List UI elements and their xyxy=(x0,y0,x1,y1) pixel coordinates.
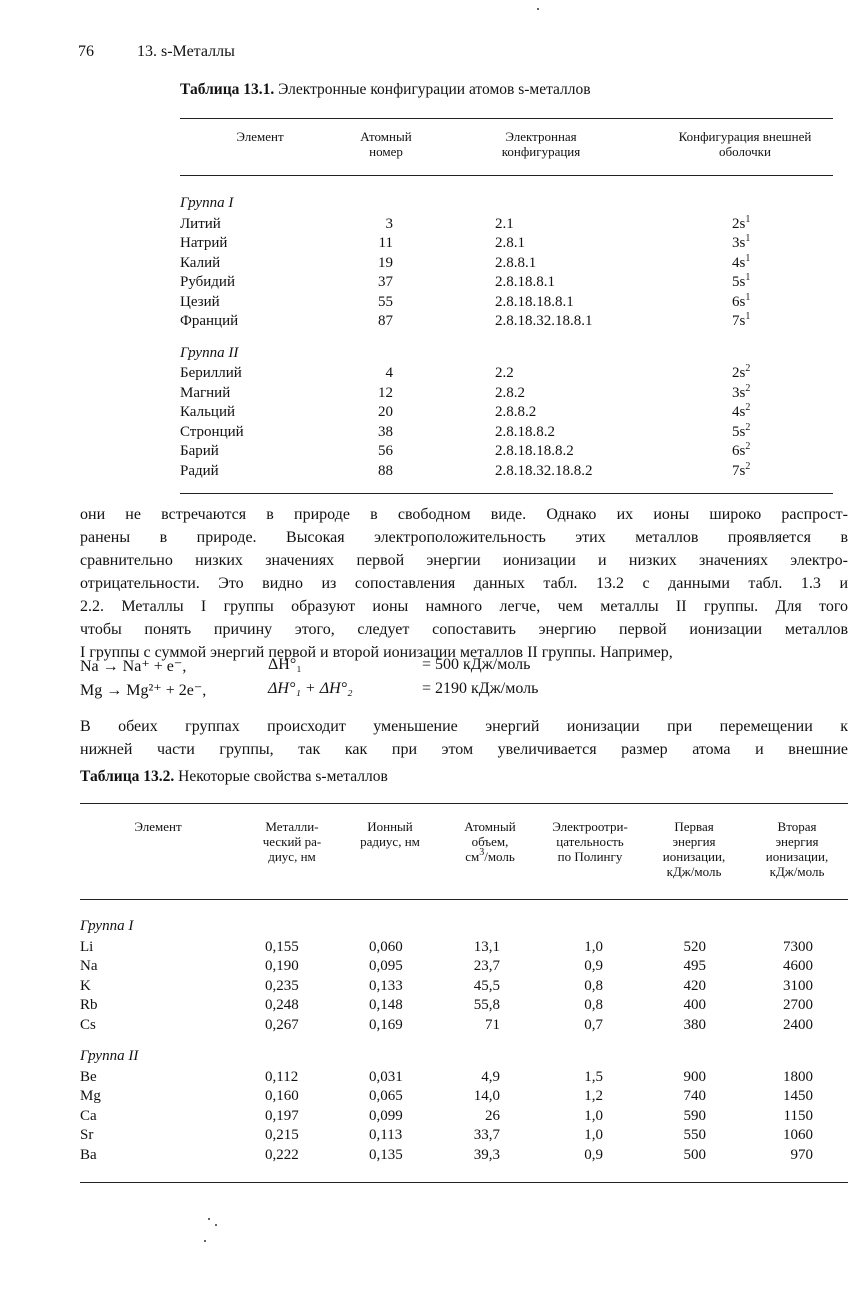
paragraph-1 xyxy=(80,503,848,664)
outer-shell-configuration xyxy=(732,442,750,461)
second-ionization-energy: 970 xyxy=(790,1146,813,1163)
first-ionization-energy: 520 xyxy=(683,938,706,955)
element-symbol: Mg xyxy=(80,1088,101,1104)
outer-shell-configuration xyxy=(732,462,750,481)
electron-count: 2 xyxy=(745,460,751,472)
second-ionization-energy: 4600 xyxy=(783,958,813,974)
outer-shell-configuration xyxy=(732,273,750,292)
electron-configuration: 2.8.18.8.1 xyxy=(495,274,555,290)
outer-shell-configuration xyxy=(732,254,750,273)
ionic-radius: 0,060 xyxy=(369,938,403,955)
metallic-radius: 0,267 xyxy=(265,1016,299,1033)
metallic-radius: 0,215 xyxy=(265,1127,299,1143)
orbital: 4s xyxy=(732,254,746,271)
atomic-number: 88 xyxy=(378,462,393,479)
ionic-radius: 0,135 xyxy=(369,1146,403,1163)
text-line: 2.2. Металлы I группы образуют ионы намного легче, чем металлы II группы. Для того xyxy=(80,598,848,615)
outer-shell-configuration xyxy=(732,234,750,253)
ionic-radius: 0,169 xyxy=(369,1016,403,1033)
orbital: 3s xyxy=(732,384,746,401)
electronegativity: 1,5 xyxy=(584,1068,603,1085)
outer-shell-configuration xyxy=(732,293,750,312)
table-row xyxy=(0,403,861,422)
element-name: Франций xyxy=(180,313,239,329)
atomic-volume: 14,0 xyxy=(473,1088,500,1104)
ionic-radius: 0,031 xyxy=(369,1068,403,1085)
table-row xyxy=(0,423,861,442)
eq2-reaction: Mg → Mg²⁺ + 2e⁻, xyxy=(80,682,207,699)
electron-count: 2 xyxy=(745,421,751,433)
table-row xyxy=(0,977,861,996)
table-row xyxy=(0,1068,861,1087)
electronegativity: 0,9 xyxy=(584,1146,603,1163)
ionic-radius: 0,095 xyxy=(369,958,403,974)
atomic-volume: 13,1 xyxy=(473,938,500,955)
table-row xyxy=(0,462,861,481)
text-line: нижней части группы, так как при этом увеличивается размер атома и внешние xyxy=(80,741,848,758)
first-ionization-energy: 400 xyxy=(683,997,706,1013)
second-ionization-energy: 1450 xyxy=(783,1088,813,1104)
element-symbol: Cs xyxy=(80,1016,96,1033)
atomic-number: 19 xyxy=(378,254,393,271)
column-header: Первая энергия ионизации, кДж/моль xyxy=(662,819,726,879)
first-ionization-energy: 495 xyxy=(683,958,706,974)
element-symbol: Li xyxy=(80,938,94,955)
element-symbol: Ba xyxy=(80,1146,97,1163)
second-ionization-energy: 1150 xyxy=(783,1107,813,1124)
orbital: 5s xyxy=(732,274,746,290)
group-title: Группа II xyxy=(180,344,239,361)
element-name: Барий xyxy=(180,443,219,459)
metallic-radius: 0,197 xyxy=(265,1107,299,1124)
table-row xyxy=(0,312,861,331)
element-name: Бериллий xyxy=(180,365,242,381)
table-row xyxy=(0,957,861,976)
column-header: Атомный номер xyxy=(360,129,412,159)
electronegativity: 1,0 xyxy=(584,1107,603,1124)
table-row xyxy=(0,1016,861,1035)
element-name: Литий xyxy=(180,215,221,232)
second-ionization-energy: 2400 xyxy=(783,1016,813,1033)
atomic-volume: 45,5 xyxy=(473,977,500,994)
element-name: Магний xyxy=(180,384,231,401)
electron-configuration: 2.8.1 xyxy=(495,235,525,251)
atomic-volume: 33,7 xyxy=(473,1127,500,1143)
metallic-radius: 0,190 xyxy=(265,958,299,974)
orbital: 3s xyxy=(732,235,746,251)
table-row xyxy=(0,938,861,957)
electron-configuration: 2.8.18.18.8.1 xyxy=(495,293,574,310)
outer-shell-configuration xyxy=(732,312,750,331)
orbital: 7s xyxy=(732,462,746,479)
eq1-value: = 500 кДж/моль xyxy=(422,656,531,673)
table-row xyxy=(0,384,861,403)
electron-configuration: 2.8.2 xyxy=(495,384,525,401)
atomic-volume: 26 xyxy=(485,1107,500,1124)
column-header: Элемент xyxy=(236,129,284,144)
electron-count: 2 xyxy=(745,363,751,374)
electron-count: 1 xyxy=(745,233,751,244)
element-name: Натрий xyxy=(180,235,228,251)
first-ionization-energy: 380 xyxy=(683,1016,706,1033)
atomic-number: 38 xyxy=(378,423,393,440)
electron-configuration: 2.8.18.32.18.8.2 xyxy=(495,462,593,479)
text-line: В обеих группах происходит уменьшение энергий ионизации при перемещении к xyxy=(80,718,848,735)
table-row xyxy=(0,273,861,292)
outer-shell-configuration xyxy=(732,384,750,403)
outer-shell-configuration xyxy=(732,215,750,234)
table2-top-rule xyxy=(80,803,848,804)
page-number: 76 xyxy=(78,43,94,60)
element-name: Радий xyxy=(180,462,219,479)
table2-caption xyxy=(80,768,388,786)
electron-configuration: 2.8.18.8.2 xyxy=(495,423,555,440)
ionic-radius: 0,099 xyxy=(369,1107,403,1124)
column-header: Электроотри- цательность по Полингу xyxy=(552,819,628,864)
table2-caption-text: Некоторые свойства s-металлов xyxy=(178,768,388,785)
electron-count: 1 xyxy=(745,213,751,225)
electron-count: 1 xyxy=(745,291,751,303)
second-ionization-energy: 2700 xyxy=(783,997,813,1013)
table-row xyxy=(0,1087,861,1106)
orbital: 6s xyxy=(732,293,746,310)
eq1-term: ΔH°₁ xyxy=(268,656,302,673)
first-ionization-energy: 550 xyxy=(683,1127,706,1143)
text-line: чтобы понять причину этого, следует сопоставить энергию первой ионизации металлов xyxy=(80,621,848,638)
atomic-volume: 23,7 xyxy=(473,958,500,974)
element-symbol: Na xyxy=(80,958,98,974)
element-name: Рубидий xyxy=(180,274,235,290)
electronegativity: 0,7 xyxy=(584,1016,603,1033)
element-symbol: Rb xyxy=(80,997,98,1013)
orbital: 2s xyxy=(732,215,746,232)
element-name: Кальций xyxy=(180,404,236,420)
outer-shell-configuration xyxy=(732,364,750,383)
metallic-radius: 0,155 xyxy=(265,938,299,955)
group-title: Группа I xyxy=(180,195,234,211)
electron-count: 1 xyxy=(745,252,751,264)
electron-configuration: 2.8.8.1 xyxy=(495,254,537,271)
group-title: Группа I xyxy=(80,918,134,934)
table-row xyxy=(0,293,861,312)
text-line: сравнительно низких значениях первой энергии ионизации и низких значениях электро- xyxy=(80,552,848,569)
electron-count: 2 xyxy=(745,382,751,394)
first-ionization-energy: 740 xyxy=(683,1088,706,1104)
electron-count: 1 xyxy=(745,272,751,283)
text-line: ранены в природе. Высокая электроположительность этих металлов проявляется в xyxy=(80,529,848,546)
table-row xyxy=(0,996,861,1015)
metallic-radius: 0,235 xyxy=(265,977,299,994)
group-title: Группа II xyxy=(80,1048,139,1064)
ionic-radius: 0,133 xyxy=(369,977,403,994)
column-header: Электронная конфигурация xyxy=(501,129,581,159)
table-row xyxy=(0,1126,861,1145)
running-title: 13. s-Металлы xyxy=(137,43,235,60)
first-ionization-energy: 500 xyxy=(683,1146,706,1163)
atomic-number: 55 xyxy=(378,293,393,310)
electronegativity: 0,8 xyxy=(584,997,603,1013)
atomic-volume: 55,8 xyxy=(473,997,500,1013)
element-name: Калий xyxy=(180,254,221,271)
atomic-volume: 71 xyxy=(485,1016,500,1033)
electron-count: 1 xyxy=(745,311,751,322)
table2-header-rule xyxy=(80,899,848,900)
metallic-radius: 0,248 xyxy=(265,997,299,1013)
eq1-reaction: Na → Na⁺ + e⁻, xyxy=(80,658,187,675)
atomic-number: 87 xyxy=(378,313,393,329)
atomic-number: 11 xyxy=(378,235,393,251)
second-ionization-energy: 7300 xyxy=(783,938,813,955)
atomic-volume: 4,9 xyxy=(481,1068,500,1085)
orbital: 6s xyxy=(732,443,746,459)
text-line: отрицательности. Это видно из сопоставления данных табл. 13.2 с данными табл. 1.3 и xyxy=(80,575,848,592)
atomic-number: 12 xyxy=(378,384,393,401)
first-ionization-energy: 420 xyxy=(683,977,706,994)
atomic-number: 37 xyxy=(378,274,393,290)
first-ionization-energy: 590 xyxy=(683,1107,706,1124)
atomic-volume: 39,3 xyxy=(473,1146,500,1163)
eq2-term: ΔH°₁ + ΔH°₂ xyxy=(268,680,353,697)
ionic-radius: 0,065 xyxy=(369,1088,403,1104)
element-name: Стронций xyxy=(180,423,244,440)
orbital: 5s xyxy=(732,423,746,440)
electronegativity: 1,2 xyxy=(584,1088,603,1104)
ionic-radius: 0,113 xyxy=(369,1127,403,1143)
second-ionization-energy: 3100 xyxy=(783,977,813,994)
table1-header-rule xyxy=(180,175,833,176)
first-ionization-energy: 900 xyxy=(683,1068,706,1085)
table-row xyxy=(0,234,861,253)
table1-caption xyxy=(180,81,591,99)
atomic-number: 20 xyxy=(378,404,393,420)
electron-configuration: 2.2 xyxy=(495,365,514,381)
second-ionization-energy: 1800 xyxy=(783,1068,813,1085)
table2-bottom-rule xyxy=(80,1182,848,1183)
element-symbol: K xyxy=(80,977,91,994)
atomic-number: 4 xyxy=(385,365,393,381)
column-header: Атомный объем, $см^3$/моль xyxy=(464,819,516,864)
text-line: I группы с суммой энергий первой и второй ионизации металлов II группы. Например, xyxy=(80,644,673,661)
electron-count: 2 xyxy=(745,441,751,452)
electron-count: 2 xyxy=(745,402,751,413)
electronegativity: 1,0 xyxy=(584,1127,603,1143)
table1-top-rule xyxy=(180,118,833,119)
scan-speck xyxy=(204,1240,206,1242)
element-name: Цезий xyxy=(180,293,220,310)
electron-configuration: 2.8.8.2 xyxy=(495,404,537,420)
table2-caption-label: Таблица 13.2. xyxy=(80,768,175,785)
table-row xyxy=(0,364,861,383)
second-ionization-energy: 1060 xyxy=(783,1127,813,1143)
electron-configuration: 2.1 xyxy=(495,215,514,232)
table1-bottom-rule xyxy=(180,493,833,494)
element-symbol: Ca xyxy=(80,1107,97,1124)
electronegativity: 1,0 xyxy=(584,938,603,955)
electronegativity: 0,9 xyxy=(584,958,603,974)
ionic-radius: 0,148 xyxy=(369,997,403,1013)
electron-configuration: 2.8.18.18.8.2 xyxy=(495,443,574,459)
element-symbol: Be xyxy=(80,1068,97,1085)
table-row xyxy=(0,215,861,234)
metallic-radius: 0,222 xyxy=(265,1146,299,1163)
text-line: они не встречаются в природе в свободном виде. Однако их ионы широко распрост- xyxy=(80,506,848,523)
outer-shell-configuration xyxy=(732,403,750,422)
table-row xyxy=(0,1146,861,1165)
paragraph-2 xyxy=(80,715,848,761)
column-header: Вторая энергия ионизации, кДж/моль xyxy=(765,819,829,879)
column-header: Конфигурация внешней оболочки xyxy=(678,129,812,159)
eq2-value: = 2190 кДж/моль xyxy=(422,680,539,697)
electron-configuration: 2.8.18.32.18.8.1 xyxy=(495,313,593,329)
scan-speck xyxy=(208,1218,210,1220)
metallic-radius: 0,112 xyxy=(265,1068,299,1085)
table-row xyxy=(0,442,861,461)
column-header: Ионный радиус, нм xyxy=(360,819,420,849)
orbital: 2s xyxy=(732,365,746,381)
metallic-radius: 0,160 xyxy=(265,1088,299,1104)
column-header: Металли- ческий ра- диус, нм xyxy=(262,819,322,864)
column-header: Элемент xyxy=(134,819,182,834)
table-row xyxy=(0,1107,861,1126)
element-symbol: Sr xyxy=(80,1127,94,1143)
scan-speck xyxy=(215,1224,217,1226)
table1-caption-text: Электронные конфигурации атомов s-металлов xyxy=(278,81,591,98)
electronegativity: 0,8 xyxy=(584,977,603,994)
orbital: 4s xyxy=(732,404,746,420)
table1-caption-label: Таблица 13.1. xyxy=(180,81,275,98)
scan-speck xyxy=(537,8,539,10)
atomic-number: 3 xyxy=(385,215,393,232)
outer-shell-configuration xyxy=(732,423,750,442)
orbital: 7s xyxy=(732,313,746,329)
atomic-number: 56 xyxy=(378,443,393,459)
table-row xyxy=(0,254,861,273)
